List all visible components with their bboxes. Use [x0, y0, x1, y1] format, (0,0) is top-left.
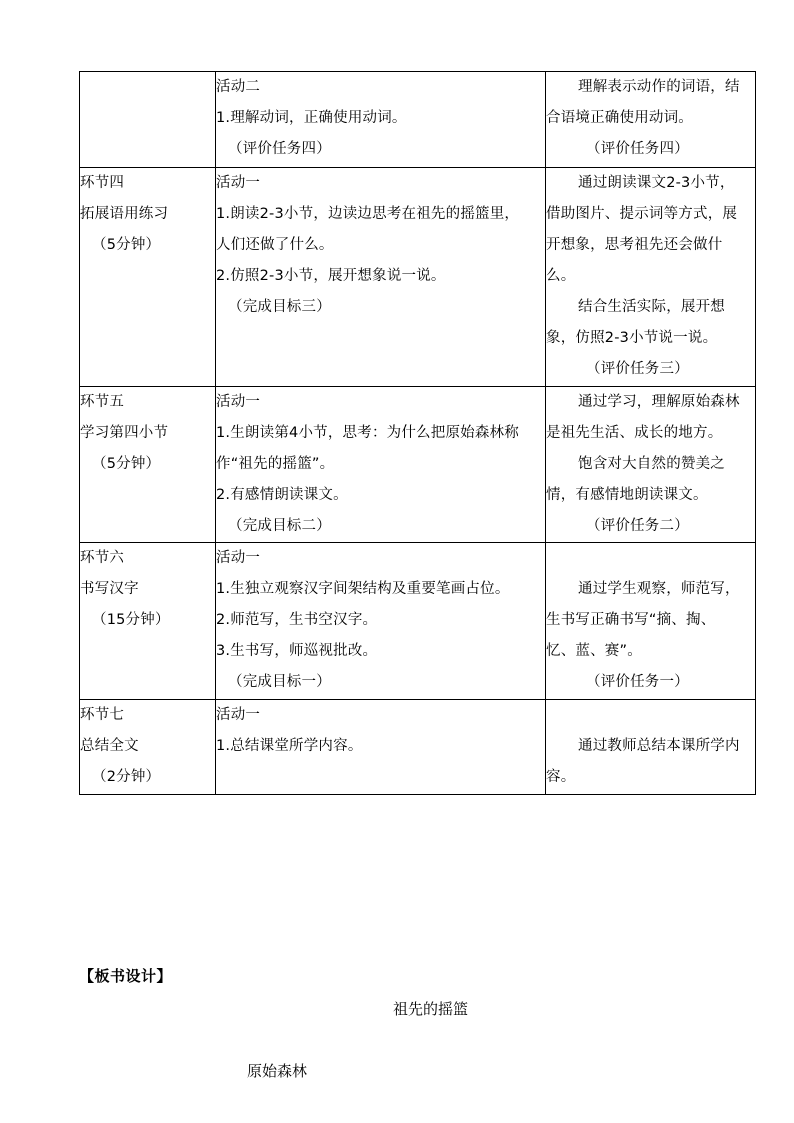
evaluation-line: 理解表示动作的词语，结: [578, 79, 740, 95]
activity-cell: [216, 387, 546, 543]
stage-label: 环节七: [80, 707, 125, 723]
activity-cell: [216, 700, 546, 795]
evaluation-line: 结合生活实际，展开想: [578, 299, 725, 315]
stage-title: 书写汉字: [80, 581, 139, 597]
stage-label: 环节五: [80, 394, 125, 410]
activity-cell: [216, 543, 546, 700]
stage-duration: （5分钟）: [92, 237, 161, 253]
evaluation-line: 通过朗读课文2-3小节，: [578, 175, 735, 191]
activity-step: 1.生朗读第4小节，思考：为什么把原始森林称: [216, 425, 519, 441]
stage-duration: （15分钟）: [92, 612, 170, 628]
stage-label: 环节四: [80, 175, 125, 191]
table-row: [80, 72, 756, 168]
table-row: [80, 168, 756, 387]
evaluation-cell: [546, 72, 756, 168]
evaluation-cell: [546, 387, 756, 543]
stage-title: 总结全文: [80, 738, 139, 754]
activity-step: 2.有感情朗读课文。: [216, 487, 348, 503]
evaluation-line: 忆、蓝、赛”。: [546, 643, 642, 659]
activity-goal: （评价任务四）: [228, 141, 331, 157]
evaluation-cell: [546, 168, 756, 387]
activity-label: 活动二: [216, 79, 261, 95]
board-item: 原始森林: [247, 1062, 308, 1080]
table-row: [80, 700, 756, 795]
table-row: [80, 387, 756, 543]
evaluation-line: 容。: [546, 769, 576, 785]
activity-step: 1.总结课堂所学内容。: [216, 738, 363, 754]
stage-cell: [80, 387, 216, 543]
evaluation-cell: [546, 543, 756, 700]
activity-step: 1.生独立观察汉字间架结构及重要笔画占位。: [216, 581, 510, 597]
evaluation-line: 生书写正确书写“摘、掏、: [546, 612, 716, 628]
board-design-heading: 【板书设计】: [79, 967, 173, 985]
stage-cell: [80, 700, 216, 795]
activity-label: 活动一: [216, 394, 261, 410]
activity-cell: [216, 72, 546, 168]
evaluation-line: 开想象，思考祖先还会做什: [546, 237, 723, 253]
activity-goal: （完成目标一）: [228, 674, 331, 690]
activity-goal: （完成目标二）: [228, 518, 331, 534]
evaluation-line: 通过教师总结本课所学内: [578, 738, 740, 754]
stage-cell: [80, 543, 216, 700]
evaluation-line: 是祖先生活、成长的地方。: [546, 425, 723, 441]
stage-cell: [80, 72, 216, 168]
stage-cell: [80, 168, 216, 387]
board-title: 祖先的摇篮: [393, 1000, 469, 1018]
evaluation-line: 通过学生观察，师范写，: [578, 581, 740, 597]
evaluation-line: 合语境正确使用动词。: [546, 110, 693, 126]
table-row: [80, 543, 756, 700]
activity-step: 2.仿照2-3小节，展开想象说一说。: [216, 268, 446, 284]
activity-step: 1.理解动词，正确使用动词。: [216, 110, 407, 126]
activity-label: 活动一: [216, 550, 261, 566]
activity-step: 2.师范写，生书空汉字。: [216, 612, 378, 628]
activity-goal: （完成目标三）: [228, 299, 331, 315]
activity-label: 活动一: [216, 175, 261, 191]
evaluation-line: 象，仿照2-3小节说一说。: [546, 330, 718, 346]
activity-step: 1.朗读2-3小节，边读边思考在祖先的摇篮里，: [216, 206, 520, 222]
activity-step: 3.生书写，师巡视批改。: [216, 643, 378, 659]
evaluation-note: （评价任务二）: [586, 518, 689, 534]
stage-title: 学习第四小节: [80, 425, 169, 441]
evaluation-note: （评价任务三）: [586, 361, 689, 377]
lesson-plan-table: [79, 71, 756, 795]
evaluation-line: 情，有感情地朗读课文。: [546, 487, 708, 503]
stage-label: 环节六: [80, 550, 125, 566]
activity-cell: [216, 168, 546, 387]
evaluation-line: 通过学习，理解原始森林: [578, 394, 740, 410]
evaluation-note: （评价任务一）: [586, 674, 689, 690]
stage-duration: （2分钟）: [92, 769, 161, 785]
stage-title: 拓展语用练习: [80, 206, 169, 222]
evaluation-line: 借助图片、提示词等方式，展: [546, 206, 738, 222]
activity-label: 活动一: [216, 707, 261, 723]
evaluation-note: （评价任务四）: [586, 141, 689, 157]
evaluation-line: 饱含对大自然的赞美之: [578, 456, 725, 472]
spacer: [546, 700, 755, 731]
evaluation-cell: [546, 700, 756, 795]
activity-step: 作“祖先的摇篮”。: [216, 456, 335, 472]
spacer: [546, 543, 755, 574]
activity-step: 人们还做了什么。: [216, 237, 334, 253]
evaluation-line: 么。: [546, 268, 576, 284]
stage-duration: （5分钟）: [92, 456, 161, 472]
